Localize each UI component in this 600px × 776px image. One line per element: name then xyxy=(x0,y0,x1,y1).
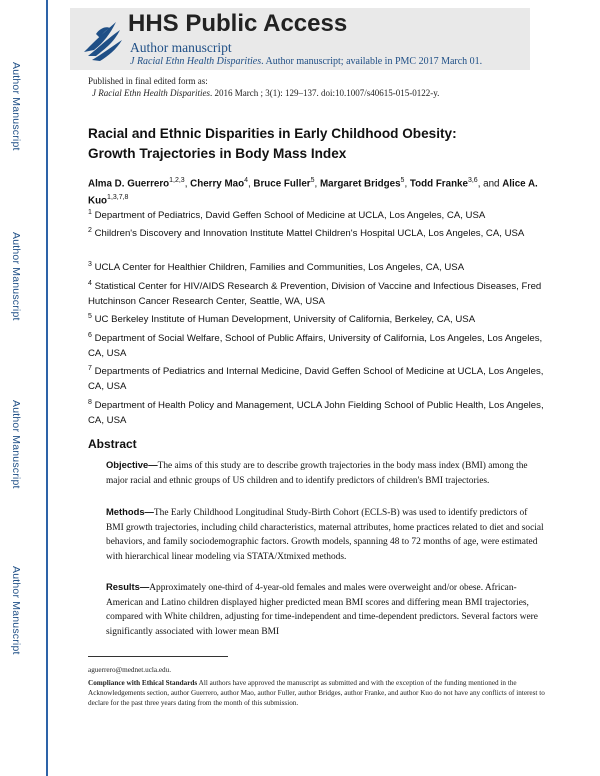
affiliation-text: Department of Social Welfare, School of Public Affairs, University of California, Los Angeles, Los Angeles, CA, USA xyxy=(88,333,543,359)
affiliation xyxy=(88,258,553,276)
affiliation-text: Departments of Pediatrics and Internal Medicine, David Geffen School of Medicine at UCLA, Los Angeles, CA, USA xyxy=(88,366,544,392)
author-separator: , xyxy=(404,178,410,190)
affiliation-text: Department of Pediatrics, David Geffen School of Medicine at UCLA, Los Angeles, CA, USA xyxy=(94,210,486,222)
affiliation xyxy=(88,329,553,361)
author-manuscript-label: Author manuscript xyxy=(130,40,232,55)
title-line: Growth Trajectories in Body Mass Index xyxy=(88,146,347,161)
sidebar-label: Author Manuscript xyxy=(10,566,22,655)
affiliation-number: 4 xyxy=(88,280,92,287)
affiliation xyxy=(88,206,553,224)
citation-journal: J Racial Ethn Health Disparities xyxy=(92,88,210,98)
compliance-text: All authors have approved the manuscript as submitted and with the exception of the funding mentioned in the Acknowledgements section, author Guerrero, author Mao, author Fuller, author Bridges, author Franke, and author Kuo do not have any conflicts of interest to declare for the past three years dating from the month of this submission. xyxy=(88,679,545,707)
affiliation-number: 5 xyxy=(88,313,92,320)
author-affil-ref: 5 xyxy=(400,177,405,184)
sidebar-label: Author Manuscript xyxy=(10,232,22,321)
hhs-eagle-logo-icon xyxy=(76,12,130,66)
affiliation-text: Department of Health Policy and Management, UCLA John Fielding School of Public Health, Los Angeles, CA, USA xyxy=(88,400,544,426)
author-name: Margaret Bridges xyxy=(319,178,401,190)
author-separator: , xyxy=(247,178,254,190)
affiliation xyxy=(88,396,553,428)
objective-label: Objective— xyxy=(106,459,158,470)
affiliation-text: UC Berkeley Institute of Human Development, University of California, Berkeley, CA, USA xyxy=(94,314,476,326)
author-name: Alice A. Kuo xyxy=(88,178,538,207)
sidebar-label: Author Manuscript xyxy=(10,62,22,151)
affiliation-number: 8 xyxy=(88,399,92,406)
affiliation-text: UCLA Center for Healthier Children, Families and Communities, Los Angeles, CA, USA xyxy=(94,262,465,274)
affiliation-number: 3 xyxy=(88,261,92,268)
author-affil-ref: 3,6 xyxy=(467,177,478,184)
affiliation-number: 2 xyxy=(88,227,92,234)
compliance-footnote xyxy=(88,678,553,708)
citation-details: . 2016 March ; 3(1): 129–137. doi:10.1007/s40615-015-0122-y. xyxy=(209,88,440,98)
affiliation xyxy=(88,224,553,242)
author-separator: , xyxy=(314,178,320,190)
affiliation xyxy=(88,277,553,309)
hhs-public-access-title: HHS Public Access xyxy=(128,10,348,37)
published-label: Published in final edited form as: xyxy=(88,76,208,86)
article-title xyxy=(88,124,558,164)
sidebar-divider xyxy=(46,0,48,776)
corresponding-email: aguerrero@mednet.ucla.edu. xyxy=(88,666,172,674)
author-affil-ref: 1,2,3 xyxy=(169,177,185,184)
methods-text: The Early Childhood Longitudinal Study-Birth Cohort (ECLS-B) was used to identify predictors of BMI growth trajectories, including child characteristics, maternal attributes, home practices related to diet and social behaviors, and family sociodemographic factors. Growth models, spanning 48 to 72 months of age, were estimated with hierarchical linear modeling via STATA/Xtmixed methods. xyxy=(106,508,544,562)
results-text: Approximately one-third of 4-year-old females and males were overweight and/or obese. African-American and Latino children displayed higher predicted mean BMI scores and differing mean BMI trajectories, compared with White children, adjusting for time-independent and time-dependent predictors. Several factors were significantly associated with lower mean BMI xyxy=(106,583,538,637)
author-manuscript-sidebar xyxy=(0,0,46,776)
author-name: Cherry Mao xyxy=(190,178,245,190)
objective-text: The aims of this study are to describe growth trajectories in the body mass index (BMI) among the major racial and ethnic groups of US children and to identify predictors of children's BMI trajectories. xyxy=(106,461,528,486)
author-separator: , xyxy=(184,178,191,190)
title-line: Racial and Ethnic Disparities in Early Childhood Obesity: xyxy=(88,126,457,141)
abstract-results xyxy=(106,580,546,639)
affiliation-text: Statistical Center for HIV/AIDS Research & Prevention, Division of Vaccine and Infectious Diseases, Fred Hutchinson Cancer Research Center, Seattle, WA, USA xyxy=(88,281,542,307)
publication-citation xyxy=(92,88,439,98)
affiliation xyxy=(88,362,553,394)
author-affil-ref: 4 xyxy=(244,177,248,184)
sidebar-label: Author Manuscript xyxy=(10,400,22,489)
results-label: Results— xyxy=(106,581,150,592)
author-affil-ref: 5 xyxy=(310,177,315,184)
availability-text: . Author manuscript; available in PMC 2017 March 01. xyxy=(261,56,483,67)
journal-availability-line xyxy=(130,56,482,67)
affiliation-number: 7 xyxy=(88,365,92,372)
author-separator: , and xyxy=(477,178,503,190)
author-name: Todd Franke xyxy=(409,178,468,190)
abstract-methods xyxy=(106,505,546,564)
abstract-objective xyxy=(106,458,546,488)
footnote-divider xyxy=(88,656,228,657)
affiliation-number: 6 xyxy=(88,332,92,339)
methods-label: Methods— xyxy=(106,506,154,517)
journal-name: J Racial Ethn Health Disparities xyxy=(130,56,262,67)
author-name: Bruce Fuller xyxy=(253,178,311,190)
affiliation-number: 1 xyxy=(88,209,92,216)
affiliation-text: Children's Discovery and Innovation Institute Mattel Children's Hospital UCLA, Los Angeles, CA, USA xyxy=(94,228,525,240)
author-list xyxy=(88,174,558,209)
abstract-heading: Abstract xyxy=(88,437,137,451)
author-affil-ref: 1,3,7,8 xyxy=(107,194,129,202)
author-name: Alma D. Guerrero xyxy=(88,178,170,190)
affiliation xyxy=(88,310,553,328)
hhs-header-banner xyxy=(70,8,530,70)
compliance-label: Compliance with Ethical Standards xyxy=(88,679,198,687)
